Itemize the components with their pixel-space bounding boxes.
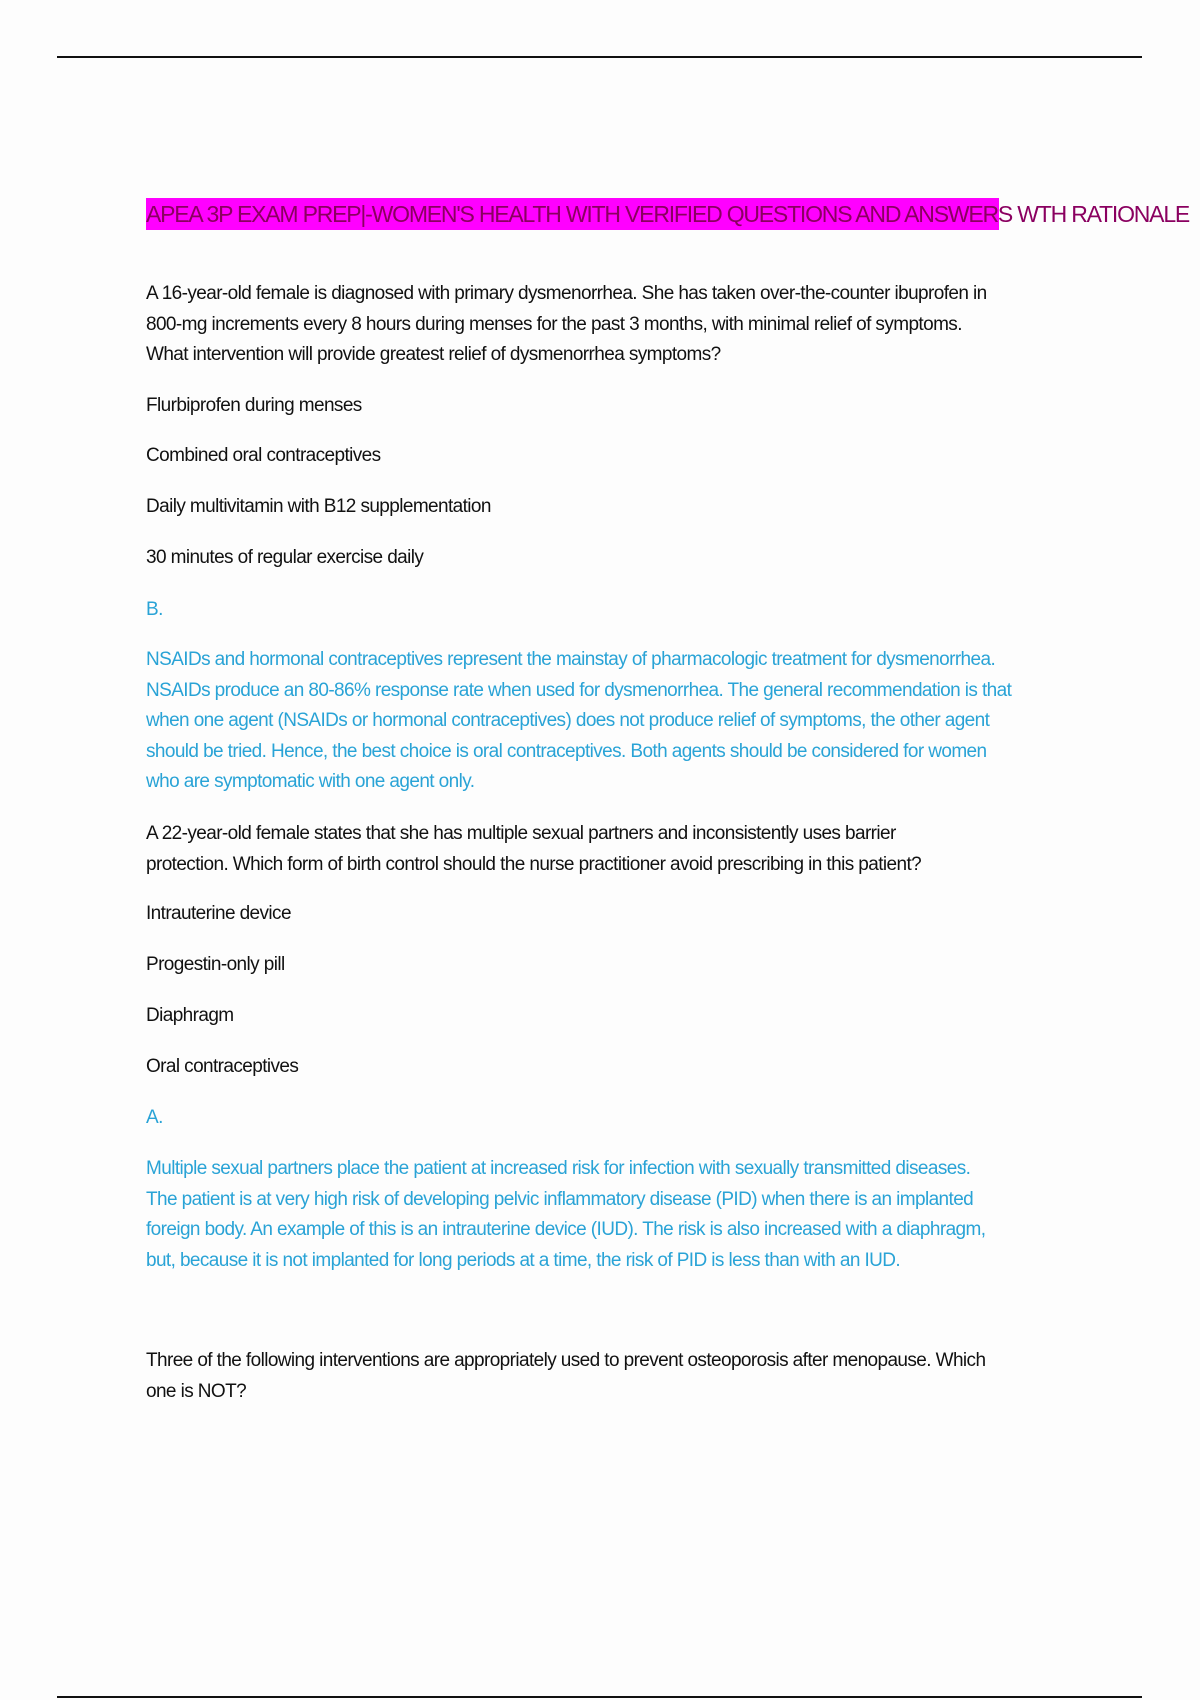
question-1-option-c: Daily multivitamin with B12 supplementation — [146, 496, 491, 517]
question-1-option-d: 30 minutes of regular exercise daily — [146, 547, 424, 568]
text-line: A 22-year-old female states that she has multiple sexual partners and inconsistently uses barrier — [146, 823, 896, 844]
text-line: who are symptomatic with one agent only. — [146, 771, 475, 792]
text-line: A 16-year-old female is diagnosed with primary dysmenorrhea. She has taken over-the-counter ibuprofen in — [146, 283, 987, 304]
text-line: foreign body. An example of this is an intrauterine device (IUD). The risk is also increased with a diaphragm, — [146, 1219, 986, 1240]
question-2-stem — [146, 819, 1106, 880]
text-line: protection. Which form of birth control should the nurse practitioner avoid prescribing in this patient? — [146, 853, 922, 875]
text-line: Three of the following interventions are appropriately used to prevent osteoporosis after menopause. Which — [146, 1350, 986, 1371]
question-3-stem — [146, 1346, 1106, 1407]
text-line: The patient is at very high risk of developing pelvic inflammatory disease (PID) when there is an implanted — [146, 1188, 974, 1210]
text-line: when one agent (NSAIDs or hormonal contraceptives) does not produce relief of symptoms, the other agent — [146, 710, 990, 731]
question-1-answer: B. — [146, 599, 163, 620]
text-line: one is NOT? — [146, 1380, 247, 1402]
question-1-option-a: Flurbiprofen during menses — [146, 395, 362, 416]
document-title: APEA 3P EXAM PREP|-WOMEN'S HEALTH WITH VERIFIED QUESTIONS AND ANSWERS WTH RATIONALE — [146, 198, 999, 230]
question-1-option-b: Combined oral contraceptives — [146, 445, 381, 466]
question-1-stem — [146, 279, 1106, 371]
question-2-answer: A. — [146, 1107, 163, 1128]
top-rule — [57, 56, 1142, 58]
question-2-rationale — [146, 1154, 1106, 1276]
question-2-option-d: Oral contraceptives — [146, 1056, 299, 1077]
question-1-rationale — [146, 645, 1106, 798]
text-line: but, because it is not implanted for long periods at a time, the risk of PID is less than with an IUD. — [146, 1249, 901, 1271]
text-line: NSAIDs and hormonal contraceptives represent the mainstay of pharmacologic treatment for dysmenorrhea. — [146, 649, 996, 670]
text-line: What intervention will provide greatest relief of dysmenorrhea symptoms? — [146, 344, 721, 365]
text-line: Multiple sexual partners place the patient at increased risk for infection with sexually transmitted diseases. — [146, 1158, 971, 1179]
text-line: 800-mg increments every 8 hours during menses for the past 3 months, with minimal relief of symptoms. — [146, 313, 962, 335]
question-2-option-a: Intrauterine device — [146, 903, 291, 924]
text-line: NSAIDs produce an 80-86% response rate when used for dysmenorrhea. The general recommendation is that — [146, 679, 1012, 701]
bottom-rule — [57, 1696, 1142, 1698]
question-2-option-c: Diaphragm — [146, 1005, 234, 1026]
text-line: should be tried. Hence, the best choice is oral contraceptives. Both agents should be considered for women — [146, 740, 987, 762]
question-2-option-b: Progestin-only pill — [146, 954, 285, 975]
